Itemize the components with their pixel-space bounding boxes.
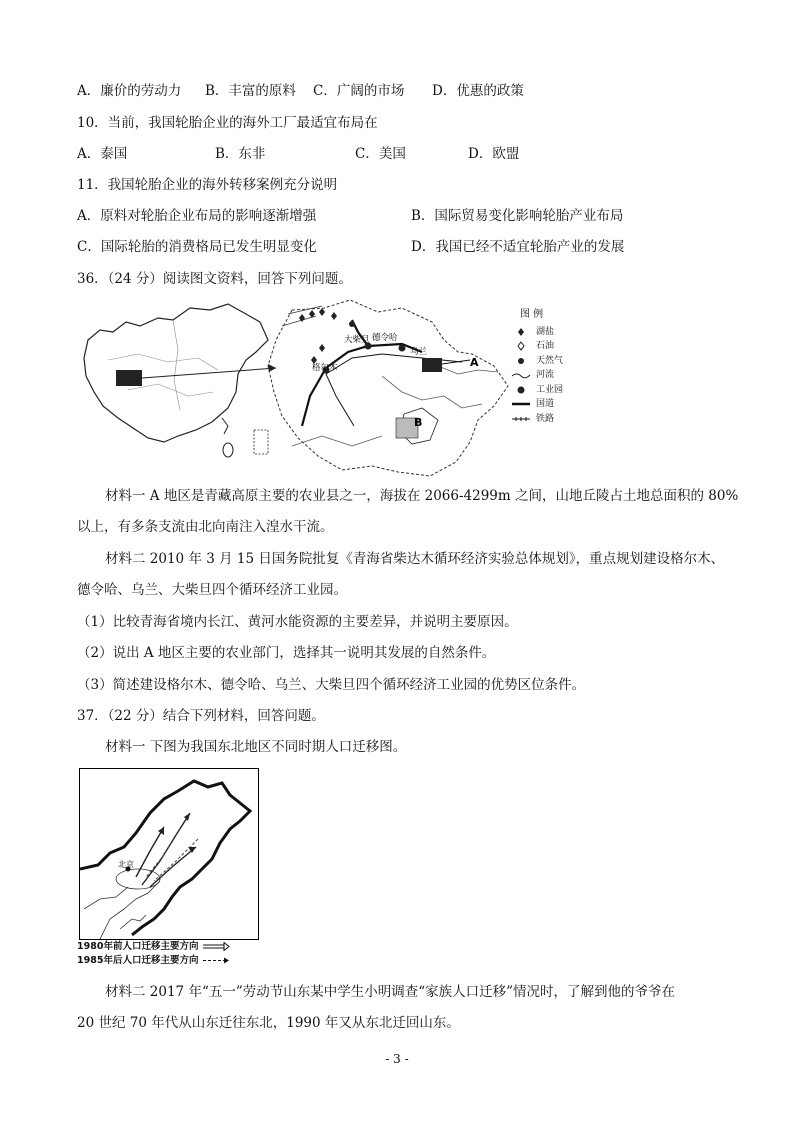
caption-after-text: 1985年后人口迁移主要方向 [77, 955, 199, 966]
q36-material2-line1: 材料二 2010 年 3 月 15 日国务院批复《青海省柴达木循环经济实验总体规划》，重点规划建设格尔木、 [105, 551, 725, 567]
industrial-park-icon [510, 385, 532, 395]
national-border [80, 781, 250, 935]
qinghai-highlight [116, 370, 142, 386]
q11-option-a: A．原料对轮胎企业布局的影响逐渐增强 [77, 208, 317, 224]
q36-question-3: （3）简述建设格尔木、德令哈、乌兰、大柴旦四个循环经济工业园的优势区位条件。 [77, 677, 586, 693]
hainan-island [223, 443, 233, 457]
q9-option-d: D．优惠的政策 [432, 83, 524, 99]
q10-option-b: B．东非 [215, 146, 266, 162]
q36-question-2: （2）说出 A 地区主要的农业部门，选择其一说明其发展的自然条件。 [77, 645, 496, 661]
legend-item-natural-gas: 天然气 [536, 355, 564, 366]
legend-item-oil: 石油 [536, 341, 555, 351]
rivers [292, 366, 498, 446]
legend-item-industrial-park: 工业园 [536, 384, 564, 395]
migration-arrows-after-1985 [146, 829, 198, 881]
q9-option-b: B．丰富的原料 [205, 83, 296, 99]
label-geermu: 格尔木 [312, 363, 338, 373]
dashed-arrow-icon [202, 956, 230, 965]
q11-option-c: C．国际轮胎的消费格局已发生明显变化 [77, 239, 317, 255]
oil-icon [510, 341, 532, 351]
q11-stem: 11．我国轮胎企业的海外转移案例充分说明 [77, 177, 338, 193]
q37-material1: 材料一 下图为我国东北地区不同时期人口迁移图。 [105, 739, 407, 755]
natural-gas-icon [510, 356, 532, 366]
railway-icon [510, 414, 532, 424]
legend-item-river: 河流 [536, 370, 555, 380]
northeast-migration-map [79, 768, 259, 940]
caption-before-text: 1980年前人口迁移主要方向 [77, 941, 199, 952]
label-point-b: B [414, 416, 423, 429]
double-arrow-icon [202, 942, 230, 951]
q36-stem: 36．（24 分）阅读图文资料，回答下列问题。 [77, 271, 352, 287]
legend-item-national-road: 国道 [536, 399, 555, 409]
q36-material2-line2: 德令哈、乌兰、大柴旦四个循环经济工业园。 [77, 582, 347, 598]
page-number: - 3 - [385, 1052, 409, 1066]
river-icon [510, 370, 532, 380]
q9-option-c: C．广阔的市场 [313, 83, 405, 99]
pointer-arrow [142, 368, 276, 378]
map-legend [510, 308, 590, 426]
region-a-cluster [422, 358, 442, 372]
q37-material2-line2: 20 世纪 70 年代从山东迁往东北，1990 年又从东北迁回山东。 [77, 1015, 460, 1031]
q10-option-d: D．欧盟 [468, 146, 520, 162]
legend-item-railway: 铁路 [536, 413, 555, 424]
label-delingha: 德令哈 [372, 333, 398, 343]
caption-after-1985 [77, 952, 230, 966]
q11-option-d: D．我国已经不适宜轮胎产业的发展 [411, 239, 625, 255]
qinghai-detail-map [262, 296, 516, 482]
q9-option-a: A．廉价的劳动力 [77, 83, 182, 99]
q11-option-b: B．国际贸易变化影响轮胎产业布局 [411, 208, 624, 224]
q36-material1-line1: 材料一 A 地区是青藏高原主要的农业县之一，海拔在 2066-4299m 之间，山地丘陵占土地总面积的 80% [105, 488, 739, 504]
q10-option-a: A．泰国 [77, 146, 128, 162]
lake-salt-icon [510, 327, 532, 337]
legend-item-lake-salt: 湖盐 [536, 326, 555, 337]
q36-material1-line2: 以上，有多条支流由北向南注入湟水干流。 [77, 519, 334, 535]
national-road-icon [510, 399, 532, 409]
label-dachaidan: 大柴旦 [344, 335, 370, 345]
china-outline-map [78, 300, 278, 460]
label-wulan: 乌兰 [410, 347, 428, 357]
q37-stem: 37．（22 分）结合下列材料，回答问题。 [77, 708, 325, 724]
label-point-a: A [470, 356, 479, 369]
caption-before-1980 [77, 938, 230, 952]
q37-material2-line1: 材料二 2017 年“五一”劳动节山东某中学生小明调查“家族人口迁移”情况时，了解到他的爷爷在 [105, 984, 676, 1000]
legend-title: 图 例 [520, 309, 544, 320]
q10-stem: 10．当前，我国轮胎企业的海外工厂最适宜布局在 [77, 115, 378, 131]
q36-question-1: （1）比较青海省境内长江、黄河水能资源的主要差异，并说明主要原因。 [77, 614, 518, 630]
label-beijing: 北京 [118, 860, 134, 869]
q10-option-c: C．美国 [355, 146, 406, 162]
